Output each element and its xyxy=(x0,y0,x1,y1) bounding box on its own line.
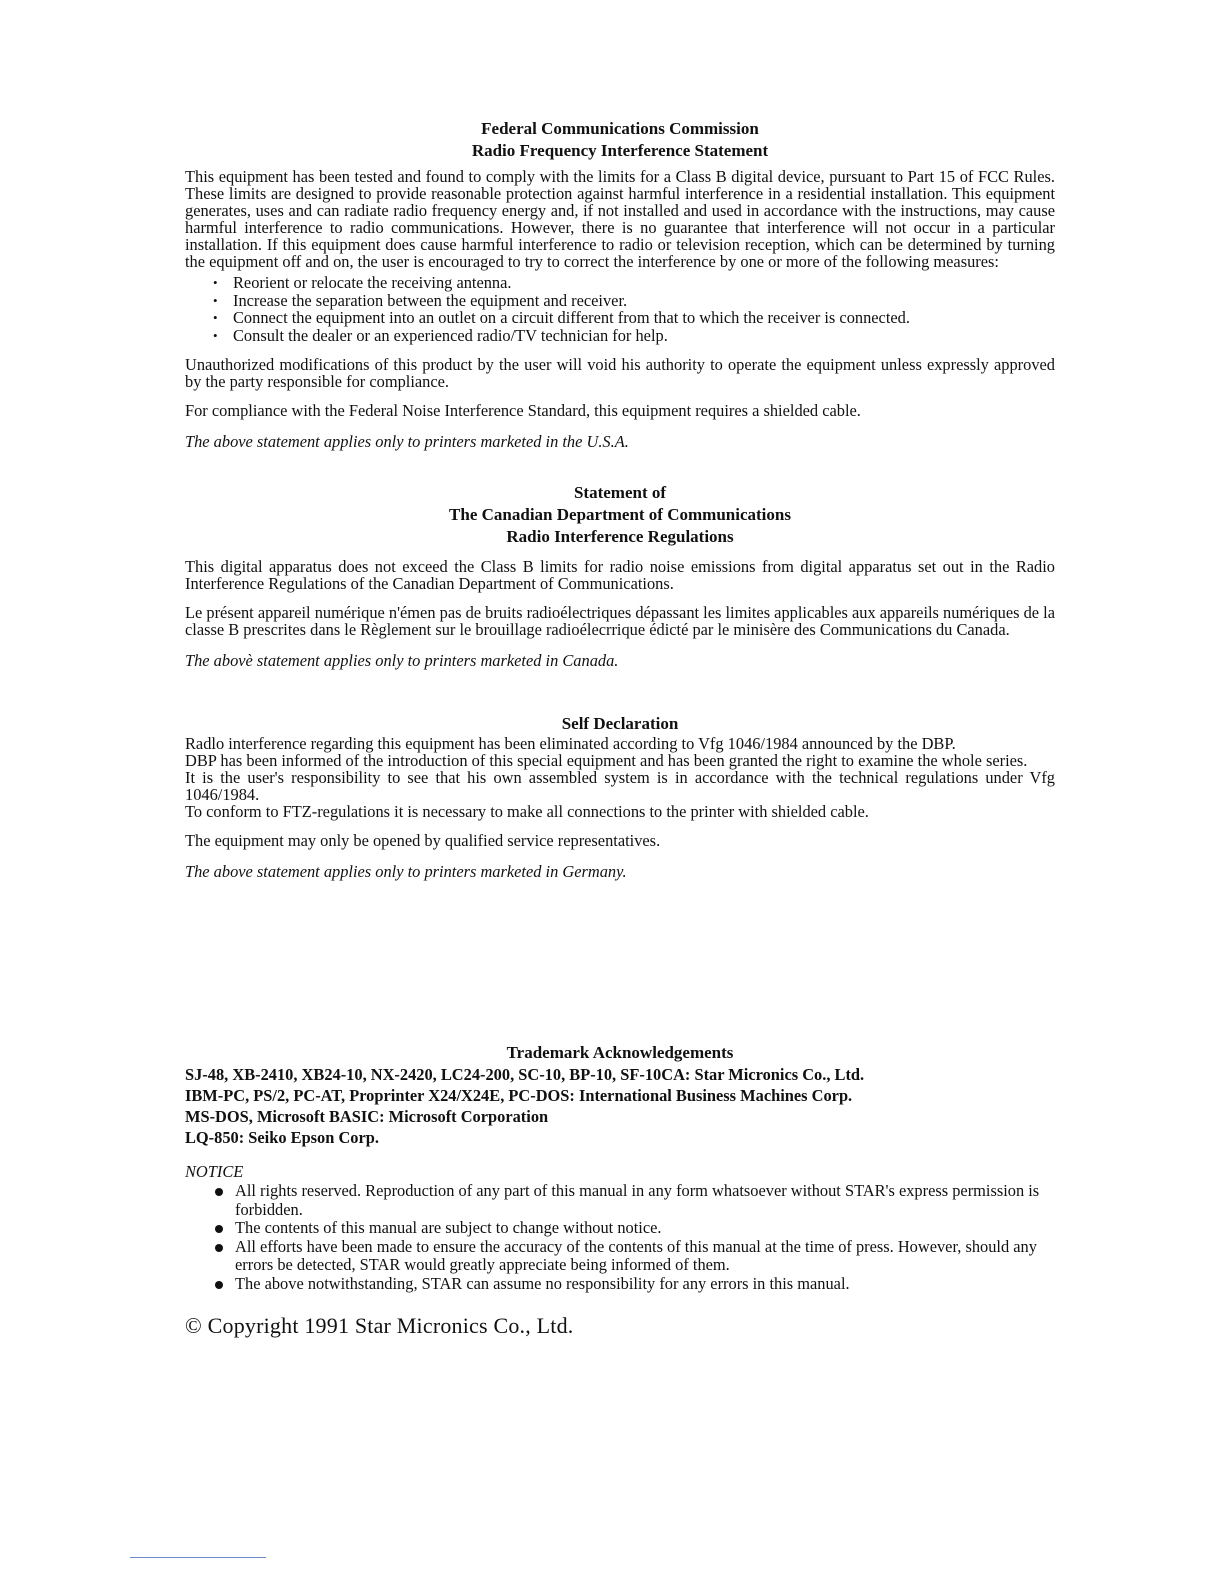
list-item: • Increase the separation between the equipment and receiver. xyxy=(213,292,1055,310)
trademark-heading: Trademark Acknowledgements xyxy=(506,1043,734,1062)
self-declaration-heading: Self Declaration xyxy=(561,714,679,733)
fcc-unauthorized: Unauthorized modifications of this product by the user will void his authority to operate the equipment unless expressly approved by the party responsible for compliance. xyxy=(185,355,1055,391)
canada-french: Le présent appareil numérique n'émen pas de bruits radioélectriques dépassant les limites applicables aux appareils numériques de la classe B prescrites dans le Règlement sur le brouillage radioélecrrique édicté par le minisère des Communications du Canada. xyxy=(185,603,1055,639)
divider xyxy=(130,1557,266,1558)
fcc-heading-1: Federal Communications Commission xyxy=(481,119,759,138)
list-item: All rights reserved. Reproduction of any part of this manual in any form whatsoever without STAR's express permission is forbidden. xyxy=(215,1182,1055,1219)
trademark-section xyxy=(185,1042,1055,1148)
list-item: • Reorient or relocate the receiving antenna. xyxy=(213,274,1055,292)
self-declaration-line-3: It is the user's responsibility to see that his own assembled system is in accordance with the technical regulations under Vfg 1046/1984. xyxy=(185,768,1055,804)
self-declaration-line-1: Radlo interference regarding this equipment has been eliminated according to Vfg 1046/1984 announced by the DBP. xyxy=(185,734,956,753)
canada-english: This digital apparatus does not exceed the Class B limits for radio noise emissions from digital apparatus set out in the Radio Interference Regulations of the Canadian Department of Communications. xyxy=(185,557,1055,593)
fcc-measures-list xyxy=(185,274,1055,344)
self-declaration-section xyxy=(185,713,1055,880)
trademark-line: SJ-48, XB-2410, XB24-10, NX-2420, LC24-200, SC-10, BP-10, SF-10CA: Star Micronics Co., Ltd. xyxy=(185,1065,865,1084)
self-declaration-opened: The equipment may only be opened by qualified service representatives. xyxy=(185,831,661,850)
self-declaration-applies-note: The above statement applies only to printers marketed in Germany. xyxy=(185,862,627,881)
list-item: The contents of this manual are subject to change without notice. xyxy=(215,1219,1055,1238)
fcc-body: This equipment has been tested and found to comply with the limits for a Class B digital device, pursuant to Part 15 of FCC Rules. These limits are designed to provide reasonable protection against harmful interference in a residential installation. This equipment generates, uses and can radiate radio frequency energy and, if not installed and used in accordance with the instructions, may cause harmful interference to radio communications. However, there is no guarantee that interference will not occur in a particular installation. If this equipment does cause harmful interference to radio or television reception, which can be determined by turning the equipment off and on, the user is encouraged to try to correct the interference by one or more of the following measures: xyxy=(185,167,1055,271)
notice-section xyxy=(185,1162,1055,1293)
trademark-line: LQ-850: Seiko Epson Corp. xyxy=(185,1128,379,1147)
notice-list xyxy=(185,1182,1055,1293)
canada-heading-1: Statement of xyxy=(573,483,667,502)
list-item: All efforts have been made to ensure the accuracy of the contents of this manual at the time of press. However, should any errors be detected, STAR would greatly appreciate being informed of them. xyxy=(215,1238,1055,1275)
list-item: The above notwithstanding, STAR can assume no responsibility for any errors in this manual. xyxy=(215,1275,1055,1294)
trademark-line: MS-DOS, Microsoft BASIC: Microsoft Corporation xyxy=(185,1107,549,1126)
canada-applies-note: The abovè statement applies only to printers marketed in Canada. xyxy=(185,651,619,670)
list-item: • Connect the equipment into an outlet on a circuit different from that to which the receiver is connected. xyxy=(213,309,1055,327)
copyright-line: © Copyright 1991 Star Micronics Co., Ltd. xyxy=(185,1313,574,1338)
notice-title: NOTICE xyxy=(185,1162,244,1181)
document-page xyxy=(185,118,1055,1339)
canada-section xyxy=(185,482,1055,669)
list-item: • Consult the dealer or an experienced radio/TV technician for help. xyxy=(213,327,1055,345)
fcc-section xyxy=(185,118,1055,450)
canada-heading-3: Radio Interference Regulations xyxy=(506,527,734,546)
fcc-compliance: For compliance with the Federal Noise Interference Standard, this equipment requires a shielded cable. xyxy=(185,401,861,420)
fcc-heading-2: Radio Frequency Interference Statement xyxy=(471,141,769,160)
canada-heading-2: The Canadian Department of Communications xyxy=(449,505,791,524)
self-declaration-line-4: To conform to FTZ-regulations it is necessary to make all connections to the printer with shielded cable. xyxy=(185,802,869,821)
fcc-applies-note: The above statement applies only to printers marketed in the U.S.A. xyxy=(185,432,629,451)
trademark-line: IBM-PC, PS/2, PC-AT, Proprinter X24/X24E, PC-DOS: International Business Machines Corp. xyxy=(185,1086,853,1105)
self-declaration-line-2: DBP has been informed of the introduction of this special equipment and has been granted the right to examine the whole series. xyxy=(185,751,1028,770)
